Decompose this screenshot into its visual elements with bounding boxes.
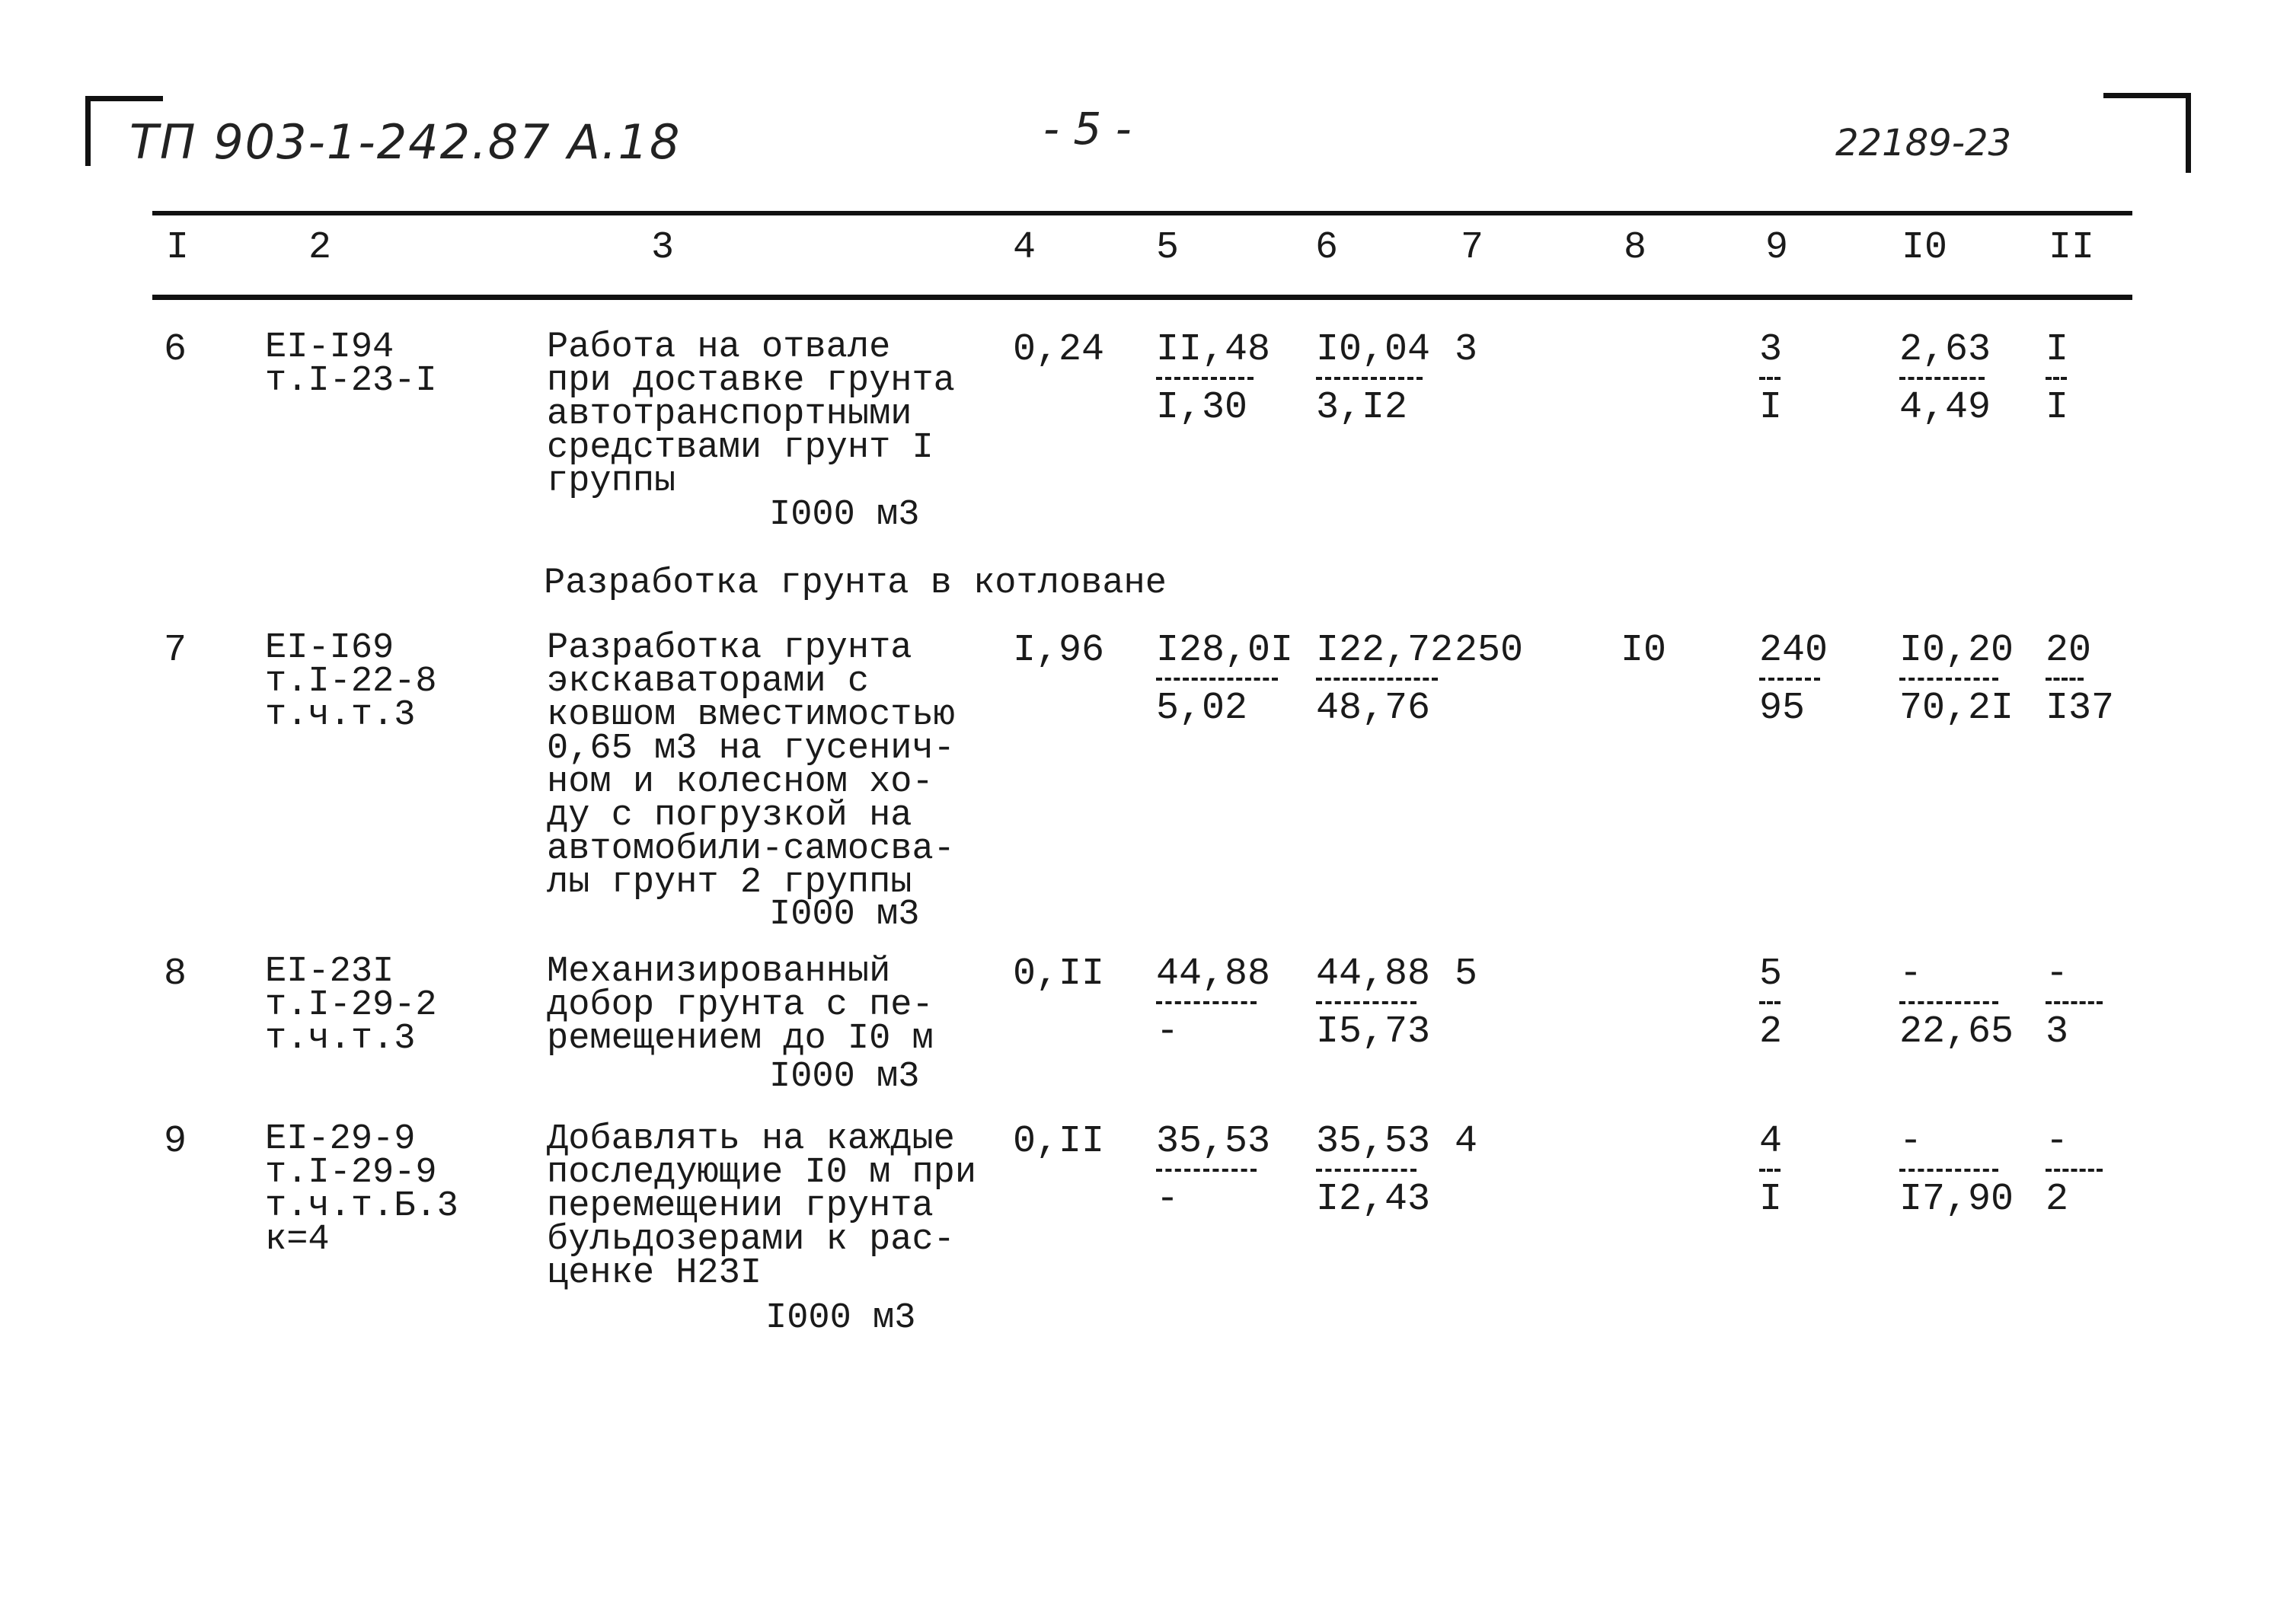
- row-number: 8: [164, 952, 187, 996]
- fraction-col11: - 2: [2046, 1123, 2103, 1219]
- page-number: - 5 -: [1043, 103, 1132, 155]
- fraction-col10: I0,20 70,2I: [1899, 629, 2014, 730]
- column-header: 8: [1624, 226, 1647, 270]
- rate-code: EI-I94 т.I-23-I: [265, 327, 437, 401]
- col7-value: 3: [1455, 328, 1478, 372]
- col8-value: I0: [1621, 629, 1667, 672]
- fraction-col10: - 22,65: [1899, 952, 2014, 1054]
- column-header: 9: [1765, 226, 1789, 270]
- fraction-col5: II,48 I,30: [1156, 328, 1271, 429]
- row-number: 7: [164, 629, 187, 672]
- work-description: Работа на отвале при доставке грунта автотранспортными средствами грунт I группы: [547, 327, 955, 502]
- document-code: ТП 903-1-242.87 А.18: [129, 114, 682, 170]
- fraction-col6: 44,88 I5,73: [1316, 952, 1431, 1054]
- col7-value: 5: [1455, 952, 1478, 996]
- fraction-col10: 2,63 4,49: [1899, 328, 1991, 429]
- quantity: I,96: [1013, 629, 1105, 672]
- fraction-col6: I22,72 48,76: [1316, 629, 1454, 730]
- fraction-col5: I28,0I 5,02: [1156, 629, 1294, 730]
- column-header: 3: [651, 226, 675, 270]
- rate-code: EI-23I т.I-29-2 т.ч.т.3: [265, 952, 437, 1059]
- column-header: 2: [308, 226, 332, 270]
- fraction-col5: 35,53 -: [1156, 1120, 1271, 1221]
- column-header: I: [166, 226, 190, 270]
- fraction-col5: 44,88 -: [1156, 952, 1271, 1054]
- unit-label: I000 м3: [769, 1057, 920, 1097]
- header-bottom-rule: [152, 295, 2132, 300]
- column-header: 4: [1013, 226, 1036, 270]
- fraction-col11: I I: [2046, 328, 2069, 429]
- work-description: Механизированный добор грунта с пе- ремещением до I0 м: [547, 952, 934, 1059]
- fraction-col9: 5 2: [1759, 952, 1783, 1054]
- header-top-rule: [152, 211, 2132, 215]
- unit-label: I000 м3: [765, 1298, 916, 1338]
- col7-value: 4: [1455, 1120, 1478, 1163]
- fraction-col9: 3 I: [1759, 328, 1783, 429]
- fraction-col6: 35,53 I2,43: [1316, 1120, 1431, 1221]
- column-header: 5: [1156, 226, 1180, 270]
- document-number: 22189-23: [1835, 122, 2012, 164]
- fraction-col10: - I7,90: [1899, 1120, 2014, 1221]
- rate-code: EI-29-9 т.I-29-9 т.ч.т.Б.3 к=4: [265, 1119, 458, 1260]
- fraction-col9: 240 95: [1759, 629, 1828, 730]
- work-description: Добавлять на каждые последующие I0 м при перемещении грунта бульдозерами к рас- ценке Н23I: [547, 1119, 977, 1294]
- row-number: 9: [164, 1120, 187, 1163]
- col7-value: 250: [1455, 629, 1524, 672]
- quantity: 0,II: [1013, 1120, 1105, 1163]
- unit-label: I000 м3: [769, 495, 920, 535]
- quantity: 0,24: [1013, 328, 1105, 372]
- rate-code: EI-I69 т.I-22-8 т.ч.т.3: [265, 628, 437, 735]
- column-header: I0: [1902, 226, 1948, 270]
- fraction-col9: 4 I: [1759, 1120, 1783, 1221]
- fraction-col11: 20 I37: [2046, 629, 2115, 730]
- section-title: Разработка грунта в котловане: [544, 563, 1167, 604]
- fraction-col6: I0,04 3,I2: [1316, 328, 1431, 429]
- fraction-col11: - 3: [2046, 956, 2103, 1051]
- column-header: 6: [1315, 226, 1339, 270]
- quantity: 0,II: [1013, 952, 1105, 996]
- row-number: 6: [164, 328, 187, 372]
- work-description: Разработка грунта экскаваторами с ковшом вместимостью 0,65 м3 на гусенич- ном и колесном хо- ду с погрузкой на автомобили-самосва- лы грунт 2 группы: [547, 628, 955, 903]
- column-header: 7: [1461, 226, 1484, 270]
- column-header: II: [2049, 226, 2095, 270]
- unit-label: I000 м3: [769, 895, 920, 935]
- corner-mark-right: [2103, 93, 2191, 173]
